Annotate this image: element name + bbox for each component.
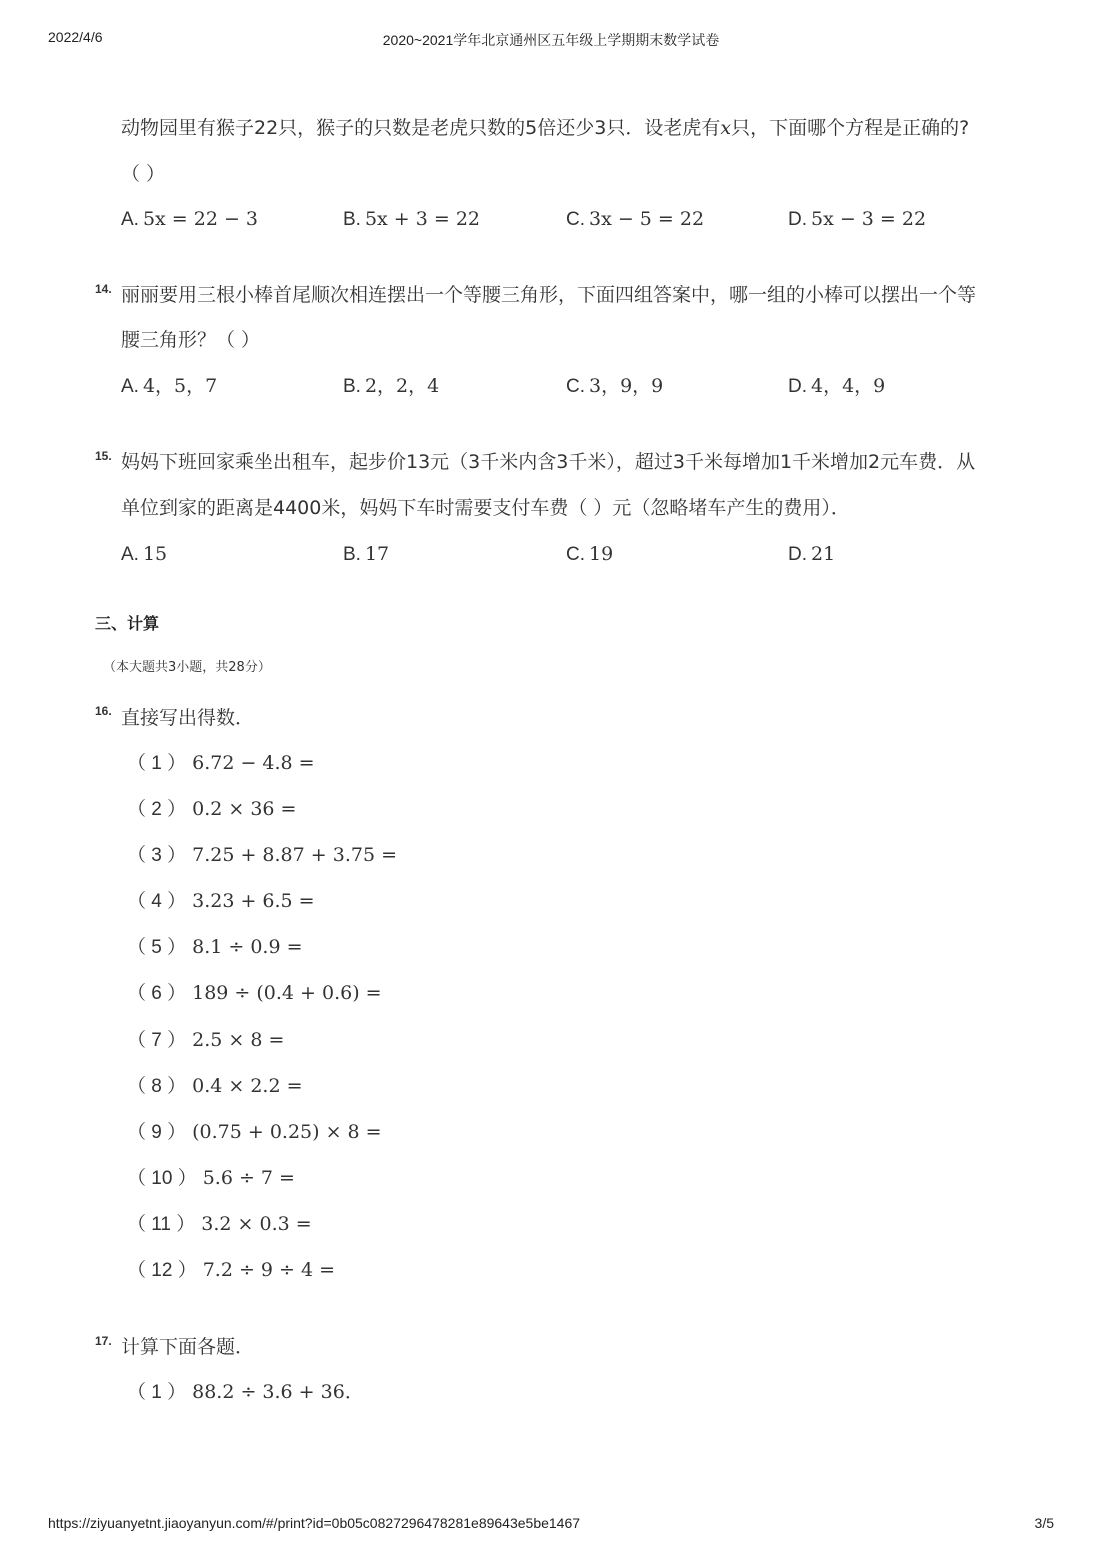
item-index: （ 2 ） xyxy=(127,799,187,820)
option-value: 3x − 5 = 22 xyxy=(589,208,705,230)
option-label: C. xyxy=(566,376,585,397)
section-title: 三、计算 xyxy=(95,614,160,633)
q15-number: 15. xyxy=(95,449,112,463)
q15-option-d[interactable] xyxy=(788,541,835,568)
q13-option-c[interactable] xyxy=(566,206,704,233)
option-label: B. xyxy=(343,209,361,230)
item-index: （ 12 ） xyxy=(127,1260,197,1281)
item-index: （ 11 ） xyxy=(127,1214,196,1235)
q16-stem: 直接写出得数． xyxy=(121,707,255,729)
item-index: （ 7 ） xyxy=(127,1030,187,1051)
item-index: （ 3 ） xyxy=(127,845,187,866)
q16-item-12 xyxy=(127,1257,335,1284)
q16-item-9 xyxy=(127,1119,382,1146)
q13-stem-line1 xyxy=(121,115,969,141)
option-value: 4，5，7 xyxy=(142,375,218,397)
item-index: （ 9 ） xyxy=(127,1122,187,1143)
item-expression: 3.23 + 6.5 = xyxy=(192,890,315,912)
option-value: 19 xyxy=(589,543,614,565)
item-expression: 7.2 ÷ 9 ÷ 4 = xyxy=(202,1259,336,1281)
q13-option-a[interactable] xyxy=(121,206,258,233)
q14-number: 14. xyxy=(95,282,112,296)
q14-option-c[interactable] xyxy=(566,373,663,400)
item-expression: 88.2 ÷ 3.6 + 36． xyxy=(192,1381,364,1403)
q13-stem-post: 只，下面哪个方程是正确的? xyxy=(731,117,970,139)
page-number: 3/5 xyxy=(1034,1515,1054,1531)
option-label: A. xyxy=(121,544,139,565)
q16-item-6 xyxy=(127,980,382,1007)
q15-option-a[interactable] xyxy=(121,541,167,568)
q16-item-2 xyxy=(127,796,296,823)
item-expression: 0.4 × 2.2 = xyxy=(192,1075,303,1097)
option-value: 5x + 3 = 22 xyxy=(364,208,481,230)
option-value: 15 xyxy=(142,543,168,565)
item-index: （ 8 ） xyxy=(127,1076,187,1097)
item-expression: 3.2 × 0.3 = xyxy=(201,1213,312,1235)
q13-option-d[interactable] xyxy=(788,206,926,233)
item-expression: 8.1 ÷ 0.9 = xyxy=(192,936,303,958)
q14-option-d[interactable] xyxy=(788,373,885,400)
q17-item-1 xyxy=(127,1379,364,1406)
item-index: （ 6 ） xyxy=(127,983,187,1004)
document-title: 2020~2021学年北京通州区五年级上学期期末数学试卷 xyxy=(382,32,720,48)
item-expression: 189 ÷ (0.4 + 0.6) = xyxy=(192,982,382,1004)
q16-item-1 xyxy=(127,750,315,777)
q17-stem: 计算下面各题． xyxy=(121,1336,255,1358)
q16-item-11 xyxy=(127,1211,312,1238)
item-expression: (0.75 + 0.25) × 8 = xyxy=(192,1121,382,1143)
q16-item-4 xyxy=(127,888,315,915)
item-expression: 5.6 ÷ 7 = xyxy=(202,1167,295,1189)
option-label: A. xyxy=(121,209,139,230)
q16-item-7 xyxy=(127,1027,284,1054)
option-value: 5x = 22 − 3 xyxy=(142,208,259,230)
option-label: C. xyxy=(566,544,585,565)
option-label: B. xyxy=(343,376,361,397)
item-expression: 7.25 + 8.87 + 3.75 = xyxy=(192,844,397,866)
q13-option-b[interactable] xyxy=(343,206,480,233)
option-value: 5x − 3 = 22 xyxy=(811,208,927,230)
q14-option-b[interactable] xyxy=(343,373,439,400)
q14-stem-line2: 腰三角形？（ ） xyxy=(121,329,261,351)
item-index: （ 1 ） xyxy=(127,753,187,774)
option-label: D. xyxy=(788,376,807,397)
option-label: B. xyxy=(343,544,361,565)
q16-item-3 xyxy=(127,842,397,869)
option-label: D. xyxy=(788,544,807,565)
item-expression: 0.2 × 36 = xyxy=(192,798,297,820)
q16-number: 16. xyxy=(95,704,112,718)
option-label: A. xyxy=(121,376,139,397)
q14-stem-line1: 丽丽要用三根小棒首尾顺次相连摆出一个等腰三角形，下面四组答案中，哪一组的小棒可以摆出一个等 xyxy=(121,284,977,306)
q17-number: 17. xyxy=(95,1334,112,1348)
q16-item-5 xyxy=(127,934,303,961)
q13-stem-line2: （ ） xyxy=(121,163,166,185)
item-index: （ 5 ） xyxy=(127,937,187,958)
q13-variable: x xyxy=(720,117,732,139)
option-label: D. xyxy=(788,209,807,230)
item-index: （ 1 ） xyxy=(127,1382,187,1403)
q13-stem-pre: 动物园里有猴子22只，猴子的只数是老虎只数的5倍还少3只．设老虎有 xyxy=(121,117,721,139)
q15-option-b[interactable] xyxy=(343,541,389,568)
option-label: C. xyxy=(566,209,585,230)
q15-stem-line1: 妈妈下班回家乘坐出租车，起步价13元（3千米内含3千米），超过3千米每增加1千米增加2元车费．从 xyxy=(121,451,976,473)
print-date: 2022/4/6 xyxy=(48,29,103,45)
q15-option-c[interactable] xyxy=(566,541,613,568)
q16-item-10 xyxy=(127,1165,295,1192)
item-index: （ 4 ） xyxy=(127,891,187,912)
item-expression: 6.72 − 4.8 = xyxy=(192,752,315,774)
q15-stem-line2: 单位到家的距离是4400米，妈妈下车时需要支付车费（ ）元（忽略堵车产生的费用）． xyxy=(121,497,850,519)
option-value: 21 xyxy=(811,543,836,565)
option-value: 17 xyxy=(364,543,390,565)
option-value: 3，9，9 xyxy=(589,375,664,397)
item-expression: 2.5 × 8 = xyxy=(192,1029,285,1051)
option-value: 2，2，4 xyxy=(364,375,440,397)
source-url: https://ziyuanyetnt.jiaoyanyun.com/#/print?id=0b05c0827296478281e89643e5be1467 xyxy=(48,1515,581,1531)
option-value: 4，4，9 xyxy=(811,375,886,397)
item-index: （ 10 ） xyxy=(127,1168,197,1189)
q14-option-a[interactable] xyxy=(121,373,217,400)
section-note: （本大题共3小题，共28分） xyxy=(103,660,271,675)
q16-item-8 xyxy=(127,1073,303,1100)
